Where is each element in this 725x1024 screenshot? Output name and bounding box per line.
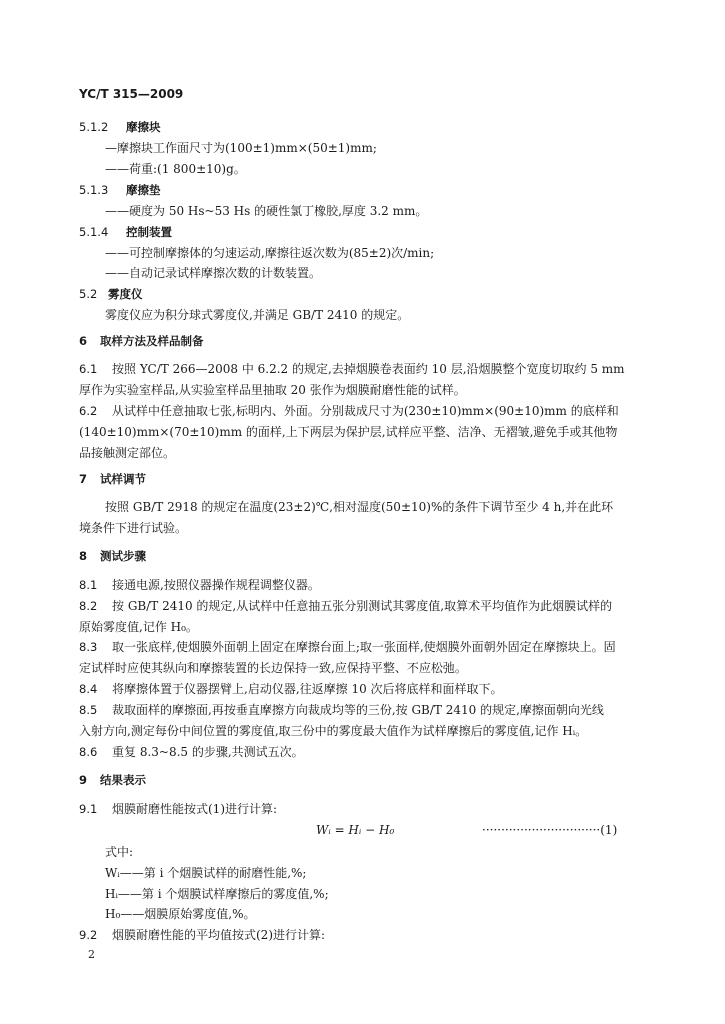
clause-text: 按照 GB/T 2918 的规定在温度(23±2)℃,相对湿度(50±10)%的条件下调节至少 4 h,并在此环 [105,500,614,514]
clause-text: 裁取面样的摩擦面,再按垂直摩擦方向裁成均等的三份,按 GB/T 2410 的规定,摩擦面朝向光线 [112,703,604,717]
clause-number: 6.1 [79,362,98,376]
page-number: 2 [88,948,95,961]
clause-number: 8.5 [79,703,98,717]
where-label: 式中: [105,845,134,859]
clause-number: 6.2 [79,404,98,418]
symbol-definition: H₀——烟膜原始雾度值,%。 [105,907,256,921]
clause-text: 品接触测定部位。 [79,446,176,460]
clause-text: ——自动记录试样摩擦次数的计数装置。 [105,266,322,280]
section-title: 取样方法及样品制备 [100,334,204,348]
clause-text: ——硬度为 50 Hs~53 Hs 的硬性氯丁橡胶,厚度 3.2 mm。 [105,204,428,218]
document-id: YC/T 315—2009 [79,87,184,101]
clause-text: 入射方向,测定每份中间位置的雾度值,取三份中的雾度最大值作为试样摩擦后的雾度值,记作 Hᵢ。 [79,724,588,738]
clause-number: 8.6 [79,745,98,759]
section-number: 6 [79,334,88,348]
clause-text: ——荷重:(1 800±10)g。 [105,162,246,176]
clause-text: 烟膜耐磨性能的平均值按式(2)进行计算: [112,928,326,942]
clause-text: 定试样时应使其纵向和摩擦装置的长边保持一致,应保持平整、不应松弛。 [79,661,467,675]
clause-number: 9.1 [79,802,98,816]
clause-number: 8.3 [79,640,98,654]
clause-number: 5.1.2 [79,120,109,134]
section-title: 测试步骤 [100,549,146,563]
clause-number: 8.4 [79,682,98,696]
clause-text: (140±10)mm×(70±10)mm 的面样,上下两层为保护层,试样应平整、洁净、无褶皱,避免手或其他物 [79,425,618,439]
formula-number: ·······························(1) [482,823,618,837]
clause-text: 将摩擦体置于仪器摆臂上,启动仪器,往返摩擦 10 次后将底样和面样取下。 [112,682,503,696]
clause-text: ——可控制摩擦体的匀速运动,摩擦往返次数为(85±2)次/min; [105,246,435,260]
clause-number: 9.2 [79,928,98,942]
section-number: 8 [79,549,88,563]
clause-text: 境条件下进行试验。 [79,521,188,535]
clause-text: —摩擦块工作面尺寸为(100±1)mm×(50±1)mm; [105,141,377,155]
clause-text: 取一张底样,使烟膜外面朝上固定在摩擦台面上;取一张面样,使烟膜外面朝外固定在摩擦块上。固 [112,640,616,654]
clause-text: 按 GB/T 2410 的规定,从试样中任意抽五张分别测试其雾度值,取算术平均值作为此烟膜试样的 [112,599,613,613]
section-number: 7 [79,472,88,486]
clause-number: 8.2 [79,599,98,613]
clause-number: 8.1 [79,578,98,592]
clause-text: 雾度仪应为积分球式雾度仪,并满足 GB/T 2410 的规定。 [105,308,410,322]
section-title: 结果表示 [100,773,146,787]
clause-text: 接通电源,按照仪器操作规程调整仪器。 [112,578,320,592]
clause-title: 雾度仪 [108,287,143,301]
clause-text: 从试样中任意抽取七张,标明内、外面。分别裁成尺寸为(230±10)mm×(90±10)mm 的底样和 [112,404,619,418]
clause-text: 重复 8.3~8.5 的步骤,共测试五次。 [112,745,304,759]
clause-title: 摩擦块 [126,120,161,134]
section-number: 9 [79,773,88,787]
clause-title: 控制装置 [126,225,172,239]
section-title: 试样调节 [100,472,146,486]
clause-number: 5.1.3 [79,183,109,197]
clause-text: 按照 YC/T 266—2008 中 6.2.2 的规定,去掉烟膜卷表面约 10 层,沿烟膜整个宽度切取约 5 mm [112,362,625,376]
clause-text: 烟膜耐磨性能按式(1)进行计算: [112,802,278,816]
clause-title: 摩擦垫 [126,183,161,197]
clause-text: 厚作为实验室样品,从实验室样品里抽取 20 张作为烟膜耐磨性能的试样。 [79,383,466,397]
symbol-definition: Hᵢ——第 i 个烟膜试样摩擦后的雾度值,%; [105,887,329,901]
clause-number: 5.1.4 [79,225,109,239]
clause-number: 5.2 [79,287,98,301]
formula: Wᵢ = Hᵢ − H₀ [316,823,395,837]
symbol-definition: Wᵢ——第 i 个烟膜试样的耐磨性能,%; [105,866,307,880]
clause-text: 原始雾度值,记作 H₀。 [79,620,198,634]
